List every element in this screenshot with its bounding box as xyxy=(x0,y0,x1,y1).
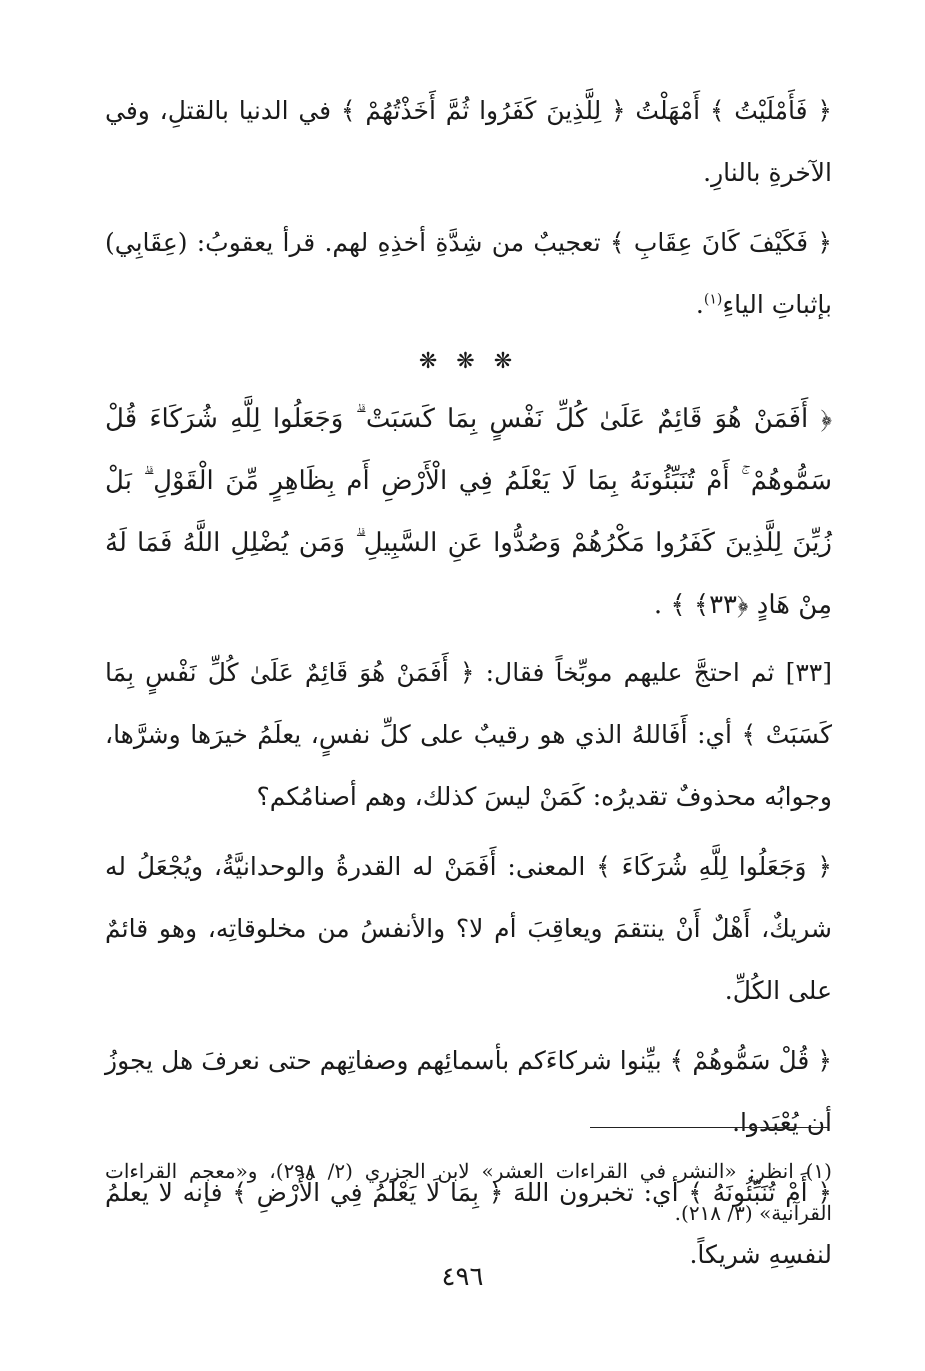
footnote: (١) انظر: «النشر في القراءات العشر» لابن الجزري (٢/ ٢٩٨)، و«معجم القراءات القرآنية» (٣/ ٢١٨). xyxy=(105,1159,832,1225)
paragraph-2 xyxy=(105,212,832,336)
paragraph-5: ﴿ قُلْ سَمُّوهُمْ ﴾ بيِّنوا شركاءَكم بأسمائِهم وصفاتِهم حتى نعرفَ هل يجوزُ أن يُعْبَدوا. xyxy=(105,1046,832,1137)
paragraph-6: ﴿ أَمْ تُنَبِّئُونَهُ ﴾ أي: تخبرون اللهَ ﴿ بِمَا لَا يَعْلَمُ فِي الْأَرْضِ ﴾ فإنه لا يعلمُ لنفسِهِ شريكاً. xyxy=(105,1178,832,1269)
section-separator: ❋ ❋ ❋ xyxy=(418,349,519,374)
paragraph-2-text: ﴿ فَكَيْفَ كَانَ عِقَابِ ﴾ تعجيبٌ من شِدَّةِ أخذِهِ لهم. قرأ يعقوبُ: (عِقَابِي) بإثباتِ الياءِ xyxy=(105,228,832,319)
footnote-reference[interactable]: (١) xyxy=(703,291,723,308)
quran-verse: ﴿ أَفَمَنْ هُوَ قَائِمٌ عَلَىٰ كُلِّ نَفْسٍ بِمَا كَسَبَتْ ۗ وَجَعَلُوا لِلَّهِ شُرَكَاءَ قُلْ سَمُّوهُمْ ۚ أَمْ تُنَبِّئُونَهُ بِمَا لَا يَعْلَمُ فِي الْأَرْضِ أَم بِظَاهِرٍ مِّنَ الْقَوْلِ ۗ بَلْ زُيِّنَ لِلَّذِينَ كَفَرُوا مَكْرُهُمْ وَصُدُّوا عَنِ السَّبِيلِ ۗ وَمَن يُضْلِلِ اللَّهُ فَمَا لَهُ مِنْ هَادٍ ﴿٣٣﴾ ﴾ . xyxy=(105,404,832,620)
paragraph-1: ﴿ فَأَمْلَيْتُ ﴾ أَمْهَلْتُ ﴿ لِلَّذِينَ كَفَرُوا ثُمَّ أَخَذْتُهُمْ ﴾ في الدنيا بالقتلِ، وفي الآخرةِ بالنارِ. xyxy=(105,96,832,187)
page-body xyxy=(105,80,832,1294)
paragraph-2-end: . xyxy=(695,290,704,319)
paragraph-4: ﴿ وَجَعَلُوا لِلَّهِ شُرَكَاءَ ﴾ المعنى: أَفَمَنْ له القدرةُ والوحدانيَّةُ، ويُجْعَلُ له شريكٌ، أَهْلٌ أَنْ ينتقمَ ويعاقِبَ أم لا؟ والأنفسُ من مخلوقاتِه، وهو قائمٌ على الكُلِّ. xyxy=(105,852,832,1005)
paragraph-3: [٣٣] ثم احتجَّ عليهم موبِّخاً فقال: ﴿ أَفَمَنْ هُوَ قَائِمٌ عَلَىٰ كُلِّ نَفْسٍ بِمَا كَسَبَتْ ﴾ أي: أَفَاللهُ الذي هو رقيبٌ على كلِّ نفسٍ، يعلَمُ خيرَها وشرَّها، وجوابُه محذوفٌ تقديرُه: كَمَنْ ليسَ كذلك، وهم أصنامُكم؟ xyxy=(105,658,832,811)
page-number: ٤٩٦ xyxy=(441,1262,484,1292)
footnote-divider xyxy=(590,1127,828,1128)
